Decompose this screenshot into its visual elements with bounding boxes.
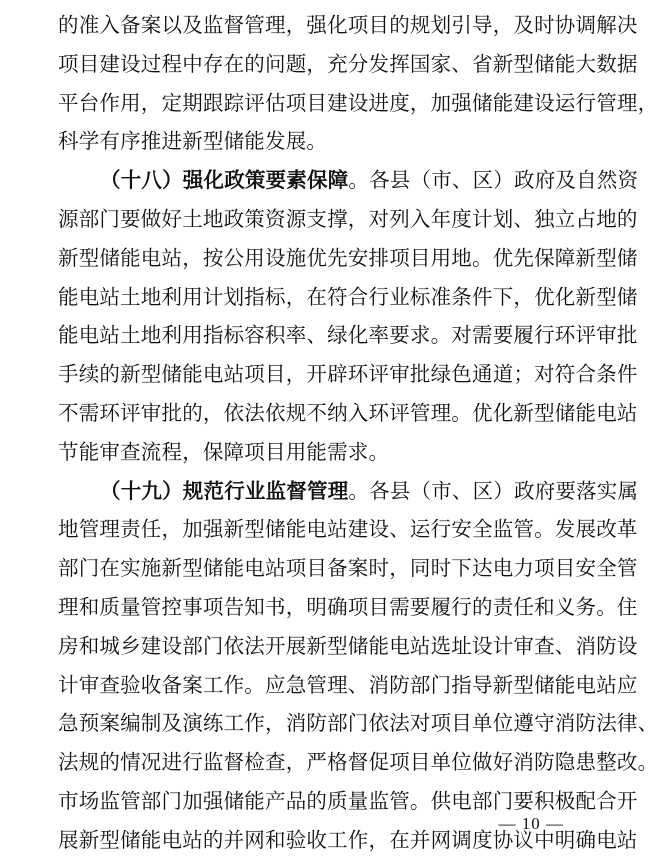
- section-19-line: 急预案编制及演练工作，消防部门依法对项目单位遵守消防法律、: [58, 711, 658, 736]
- section-19-line: 市场监管部门加强储能产品的质量监管。供电部门要积极配合开: [58, 788, 638, 813]
- section-19-line: 计审查验收备案工作。应急管理、消防部门指导新型储能电站应: [58, 672, 638, 697]
- section-19-line: 展新型储能电站的并网和验收工作，在并网调度协议中明确电站: [58, 827, 638, 852]
- section-19-lead-text: 。各县（市、区）政府要落实属: [348, 478, 639, 503]
- section-19-line: 地管理责任，加强新型储能电站建设、运行安全监管。发展改革: [58, 517, 638, 542]
- page-number: — 10 —: [498, 814, 564, 833]
- section-18-line: 能电站土地利用指标容积率、绿化率要求。对需要履行环评审批: [58, 323, 638, 348]
- section-19-line: 房和城乡建设部门依法开展新型储能电站选址设计审查、消防设: [58, 633, 638, 658]
- paragraph-continuation-line: 项目建设过程中存在的问题，充分发挥国家、省新型储能大数据: [58, 51, 638, 76]
- section-19-line: 理和质量管控事项告知书，明确项目需要履行的责任和义务。住: [58, 594, 638, 619]
- section-18-line: 源部门要做好土地政策资源支撑，对列入年度计划、独立占地的: [58, 206, 638, 231]
- section-19-line: 部门在实施新型储能电站项目备案时，同时下达电力项目安全管: [58, 556, 638, 581]
- section-19-first-line: [58, 472, 639, 511]
- section-18-heading: （十八）强化政策要素保障: [100, 168, 349, 193]
- section-18-line: 能电站土地利用计划指标，在符合行业标准条件下，优化新型储: [58, 284, 638, 309]
- section-19-heading: （十九）规范行业监督管理: [100, 478, 349, 503]
- section-18-line: 手续的新型储能电站项目，开辟环评审批绿色通道；对符合条件: [58, 362, 638, 387]
- paragraph-continuation-line: 的准入备案以及监督管理，强化项目的规划引导，及时协调解决: [58, 13, 638, 37]
- document-body: [58, 6, 658, 860]
- section-18-line: 不需环评审批的，依法依规不纳入环评管理。优化新型储能电站: [58, 400, 638, 425]
- section-19-line: 法规的情况进行监督检查，严格督促项目单位做好消防隐患整改。: [58, 750, 658, 775]
- section-18-first-line: [58, 161, 639, 200]
- section-18-line: 节能审查流程，保障项目用能需求。: [58, 439, 390, 464]
- paragraph-continuation-line: 平台作用，定期跟踪评估项目建设进度，加强储能建设运行管理，: [58, 90, 658, 115]
- paragraph-continuation-line: 科学有序推进新型储能发展。: [58, 129, 328, 154]
- section-18-line: 新型储能电站，按公用设施优先安排项目用地。优先保障新型储: [58, 245, 638, 270]
- section-18-lead-text: 。各县（市、区）政府及自然资: [348, 168, 639, 193]
